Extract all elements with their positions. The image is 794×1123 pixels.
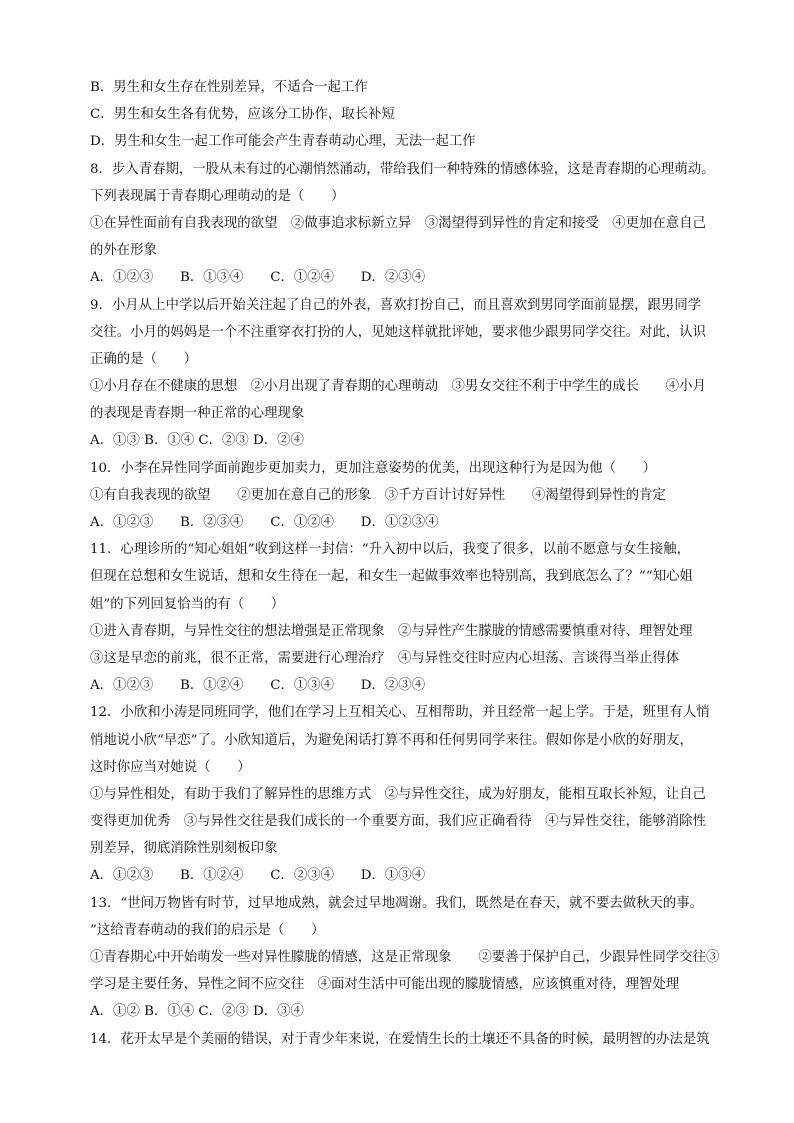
question-12-statements-end: 别差异，彻底消除性别刻板印象 — [90, 841, 278, 857]
question-10-stem: 10．小李在异性同学面前跑步更加卖力，更加注意姿势的优美，出现这种行为是因为他（ ） — [90, 460, 657, 476]
question-12-stem-end: 这时你应当对她说（ ） — [90, 759, 251, 775]
question-11-stem-end: 姐”的下列回复恰当的有（ ） — [90, 596, 285, 612]
question-9-stem-cont: 交往。小月的妈妈是一个不注重穿衣打扮的人，见她这样就批评她，要求他少跟男同学交往。对此，认识 — [90, 324, 706, 340]
question-11-statements-cont: ③这是早恋的前兆，很不正常，需要进行心理治疗 ④与异性交往时应内心坦荡、言谈得当举止得体 — [90, 650, 680, 666]
question-13-choices: A．①② B．①④ C．②③ D．③④ — [90, 1004, 304, 1020]
question-9-statements: ①小月存在不健康的思想 ②小月出现了青春期的心理萌动 ③男女交往不利于中学生的成长 ④小月 — [90, 379, 706, 395]
question-14-stem: 14．花开太早是个美丽的错误，对于青少年来说，在爱情生长的土壤还不具备的时候，最明智的办法是筑 — [90, 1031, 710, 1047]
option-d-q7: D．男生和女生一起工作可能会产生青春萌动心理，无法一起工作 — [90, 134, 476, 150]
question-13-stem: 13．“世间万物皆有时节，过早地成熟，就会过早地凋谢。我们，既然是在春天，就不要去做秋天的事。 — [90, 895, 704, 911]
question-13-stem-cont: ”这给青春萌动的我们的启示是（ ） — [90, 922, 325, 938]
question-11-choices: A．①②③ B．①②④ C．①③④ D．②③④ — [90, 678, 426, 694]
question-11-statements: ①进入青春期，与异性交往的想法增强是正常现象 ②与异性产生朦胧的情感需要慎重对待、理智处理 — [90, 623, 693, 639]
question-11-stem: 11．心理诊所的“知心姐姐”收到这样一封信：“升入初中以后，我变了很多，以前不愿意与女生接触， — [90, 542, 690, 558]
question-9-choices: A．①③ B．①④ C．②③ D．②④ — [90, 433, 304, 449]
exam-page — [90, 74, 740, 1053]
question-12-choices: A．①②③ B．①②④ C．②③④ D．①③④ — [90, 868, 426, 884]
question-11-stem-cont: 但现在总想和女生说话，想和女生待在一起，和女生一起做事效率也特别高，我到底怎么了？”“知心姐 — [90, 569, 693, 585]
question-12-stem: 12．小欣和小涛是同班同学，他们在学习上互相关心、互相帮助，并且经常一起上学。于是，班里有人悄 — [90, 705, 710, 721]
question-13-statements: ①青春期心中开始萌发一些对异性朦胧的情感，这是正常现象 ②要善于保护自己，少跟异性同学交往③ — [90, 950, 720, 965]
option-b-q7: B．男生和女生存在性别差异，不适合一起工作 — [90, 80, 368, 95]
question-12-statements-cont: 变得更加优秀 ③与异性交往是我们成长的一个重要方面，我们应正确看待 ④与异性交往，能够消除性 — [90, 814, 706, 830]
question-13-statements-cont: 学习是主要任务，异性之间不应交往 ④面对生活中可能出现的朦胧情感，应该慎重对待，理智处理 — [90, 977, 680, 993]
question-8-choices: A．①②③ B．①③④ C．①②④ D．②③④ — [90, 270, 426, 286]
question-8-stem: 8．步入青春期，一股从未有过的心潮悄然涌动，带给我们一种特殊的情感体验，这是青春期的心理萌动。 — [90, 161, 715, 177]
question-9-stem: 9．小月从上中学以后开始关注起了自己的外表，喜欢打扮自己，而且喜欢到男同学面前显摆，跟男同学 — [90, 297, 702, 313]
question-9-stem-end: 正确的是（ ） — [90, 351, 198, 367]
question-10-choices: A．①②③ B．②③④ C．①②④ D．①②③④ — [90, 515, 439, 530]
question-12-statements: ①与异性相处，有助于我们了解异性的思维方式 ②与异性交往，成为好朋友，能相互取长补短，让自己 — [90, 786, 706, 802]
question-12-stem-cont: 悄地说小欣“早恋”了。小欣知道后，为避免闲话打算不再和任何男同学来往。假如你是小欣的好朋友， — [90, 732, 693, 748]
question-9-statements-cont: 的表现是青春期一种正常的心理现象 — [90, 406, 305, 422]
question-8-statements-cont: 的外在形象 — [90, 243, 157, 259]
question-8-stem-cont: 下列表现属于青春期心理萌动的是（ ） — [90, 188, 345, 204]
question-10-statements: ①有自我表现的欲望 ②更加在意自己的形象 ③千方百计讨好异性 ④渴望得到异性的肯定 — [90, 487, 666, 503]
option-c-q7: C．男生和女生各有优势，应该分工协作，取长补短 — [90, 107, 395, 123]
question-8-statements: ①在异性面前有自我表现的欲望 ②做事追求标新立异 ③渴望得到异性的肯定和接受 ④更加在意自己 — [90, 215, 706, 231]
